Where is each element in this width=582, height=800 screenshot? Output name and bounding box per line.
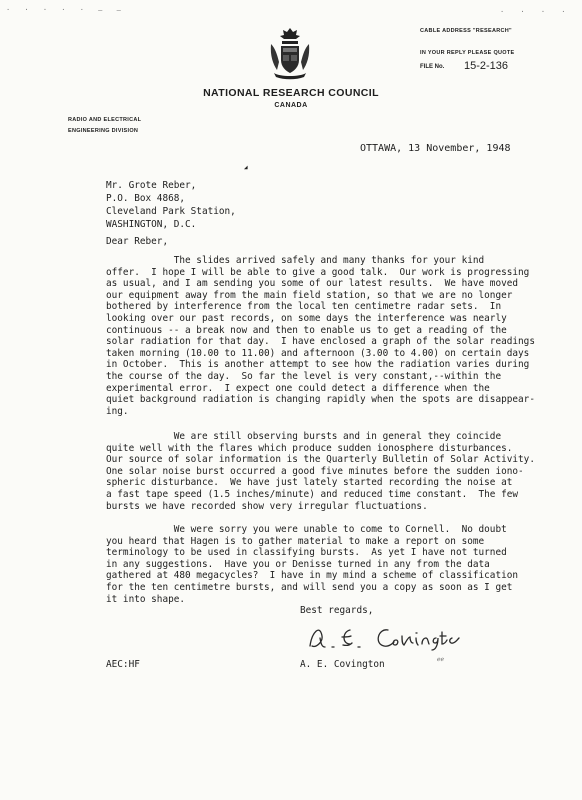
letter-date: OTTAWA, 13 November, 1948: [360, 143, 511, 154]
recipient-box: P.O. Box 4868,: [106, 193, 186, 204]
body-paragraph-3: We were sorry you were unable to come to Cornell. No doubt you heard that Hagen is to gather material to make a report on some terminology to be used in classifying bursts. As yet I have not turned in any suggestions. Have you or Denisse turned in any from the data gathered at 480 megacycles? I have in my mind a scheme of classification for the ten centimetre bursts, and will send you a copy as soon as I get it into shape.: [106, 524, 519, 605]
organization-name: NATIONAL RESEARCH COUNCIL: [203, 87, 379, 99]
handwritten-signature: [302, 616, 502, 658]
country-name: CANADA: [274, 102, 308, 109]
closing: Best regards,: [300, 605, 374, 616]
division-line-1: RADIO AND ELECTRICAL: [68, 117, 142, 123]
body-paragraph-2: We are still observing bursts and in general they coincide quite well with the flares which produce sudden ionosphere disturbances. Our source of solar information is the Quarterly Bulletin of Solar Activity. One solar noise burst occurred a good five minutes before the sudden iono- spheric disturbance. We have just lately started recording the noise at a fast tape speed (1.5 inches/minute) and reduced time constant. The few bursts we have recorded show very irregular fluctuations.: [106, 431, 535, 512]
file-number: 15-2-136: [464, 60, 509, 72]
recipient-city: WASHINGTON, D.C.: [106, 219, 197, 230]
margin-specks-left: · · · · · – –: [6, 6, 126, 14]
typist-initials: AEC:HF: [106, 659, 140, 670]
reply-quote-label: IN YOUR REPLY PLEASE QUOTE: [420, 50, 515, 56]
recipient-station: Cleveland Park Station,: [106, 206, 236, 217]
cable-address: CABLE ADDRESS "RESEARCH": [420, 28, 512, 34]
salutation: Dear Reber,: [106, 236, 169, 247]
canada-coat-of-arms-icon: [268, 26, 312, 80]
signer-name: A. E. Covington: [300, 659, 385, 670]
recipient-name: Mr. Grote Reber,: [106, 180, 197, 191]
margin-scribble: ℯℯ: [437, 656, 445, 663]
pen-mark: ◢: [244, 164, 248, 171]
margin-specks-right: · · · ·: [500, 8, 572, 16]
file-no-label: FILE No.: [420, 64, 445, 70]
division-line-2: ENGINEERING DIVISION: [68, 128, 139, 134]
body-paragraph-1: The slides arrived safely and many thanks for your kind offer. I hope I will be able to give a good talk. Our work is progressing as usual, and I am sending you some of our latest results. We have moved our equipment away from the main field station, so that we are no longer bothered by interference from the local ten centimetre radar sets. In looking over our past records, on some days the interference was nearly continuous -- a break now and then to enable us to get a reading of the solar radiation for that day. I have enclosed a graph of the solar readings taken morning (10.00 to 11.00) and afternoon (3.00 to 4.00) on certain days in October. This is another attempt to see how the radiation varies during the course of the day. So far the level is very constant,--within the experimental error. I expect one could detect a difference when the quiet background radiation is changing rapidly when the spots are disappear- ing.: [106, 255, 535, 417]
